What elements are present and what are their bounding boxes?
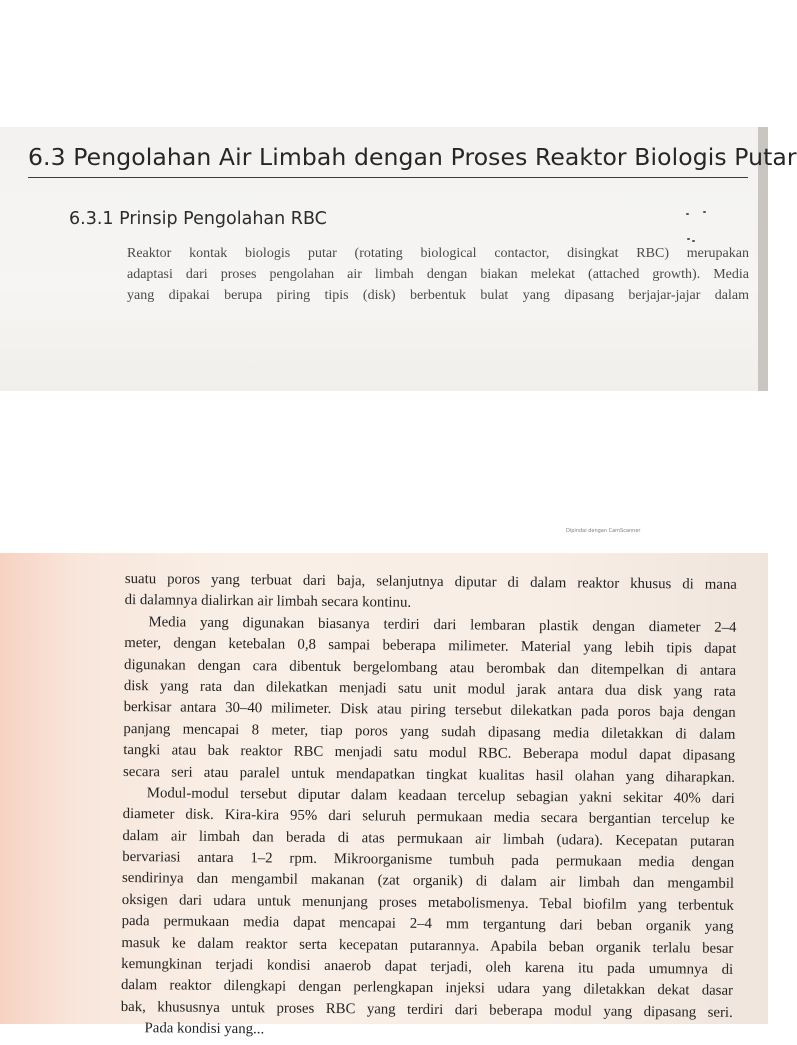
- body-line: disk yang rata dan dilekatkan menjadi satu unit modul jarak antara dua disk yang rata: [123, 677, 736, 700]
- body-line: panjang mencapai 8 meter, tiap poros yang sudah dipasang media diletakkan di dalam: [123, 720, 736, 743]
- body-line: dalam reaktor dilengkapi dengan perlengkapan injeksi udara yang diletakkan dekat dasar: [120, 977, 734, 1000]
- intro-paragraph: [127, 243, 749, 306]
- body-line: Media yang digunakan biasanya terdiri dari lembaran plastik dengan diameter 2–4: [148, 614, 737, 636]
- body-line: suatu poros yang terbuat dari baja, selanjutnya diputar di dalam reaktor khusus di mana: [124, 570, 737, 593]
- body-line: bervariasi antara 1–2 rpm. Mikroorganisme tumbuh pada permukaan media dengan: [122, 849, 735, 871]
- scanned-page-header: [0, 127, 797, 391]
- body-line: bak, khususnya untuk proses RBC yang terdiri dari beberapa modul yang dipasang seri.: [120, 998, 733, 1021]
- body-line: di dalamnya dialirkan air limbah secara kontinu.: [124, 592, 412, 612]
- scan-speck-marks: [683, 207, 713, 247]
- body-line: berkisar antara 30–40 milimeter. Disk atau piring tersebut dilekatkan pada poros baja dengan: [123, 699, 736, 722]
- intro-line: Reaktor kontak biologis putar (rotating biological contactor, disingkat RBC) merupakan: [127, 246, 749, 261]
- body-line: diameter disk. Kira-kira 95% dari seluruh permukaan media secara bergantian tercelup ke: [122, 806, 735, 829]
- body-line: digunakan dengan cara dibentuk bergelombang atau berombak dan ditempelkan di antara: [124, 656, 737, 679]
- body-line: sendirinya dan mengambil makanan (zat organik) di dalam air limbah dan mengambil: [121, 870, 735, 893]
- body-line: dalam air limbah dan berada di atas permukaan air limbah (udara). Kecepatan putaran: [122, 827, 735, 850]
- body-line: Pada kondisi yang...: [144, 1020, 265, 1038]
- intro-line: adaptasi dari proses pengolahan air limbah dengan biakan melekat (attached growth). Media: [127, 267, 749, 282]
- body-line: pada permukaan media dapat mencapai 2–4 mm tergantung dari beban organik yang: [121, 913, 734, 936]
- body-line: kemungkinan terjadi kondisi anaerob dapat terjadi, oleh karena itu pada umumnya di: [121, 956, 734, 978]
- section-title: 6.3 Pengolahan Air Limbah dengan Proses Reaktor Biologis Putar: [28, 143, 797, 171]
- body-line: oksigen dari udara untuk menunjang proses metabolismenya. Tebal biofilm yang terbentuk: [121, 891, 734, 914]
- subsection-title: 6.3.1 Prinsip Pengolahan RBC: [69, 209, 327, 229]
- body-line: Modul-modul tersebut diputar dalam keadaan tercelup sebagian yakni sekitar 40% dari: [146, 785, 735, 807]
- scanner-watermark: Dipindai dengan CamScanner: [566, 528, 641, 534]
- body-text: [120, 569, 736, 1045]
- body-line: secara seri atau paralel untuk mendapatkan tingkat kualitas hasil olahan yang diharapkan.: [122, 763, 736, 786]
- title-rule: [28, 177, 748, 178]
- body-line: meter, dengan ketebalan 0,8 sampai beberapa milimeter. Material yang lebih tipis dapat: [124, 635, 737, 658]
- intro-line: yang dipakai berupa piring tipis (disk) berbentuk bulat yang dipasang berjajar-jajar dalam: [127, 288, 749, 303]
- body-line: masuk ke dalam reaktor serta kecepatan putarannya. Apabila beban organik terlalu besar: [121, 934, 734, 957]
- scanned-page-body: [0, 553, 768, 1038]
- body-line: tangki atau bak reaktor RBC menjadi satu modul RBC. Beberapa modul dapat dipasang: [123, 742, 736, 764]
